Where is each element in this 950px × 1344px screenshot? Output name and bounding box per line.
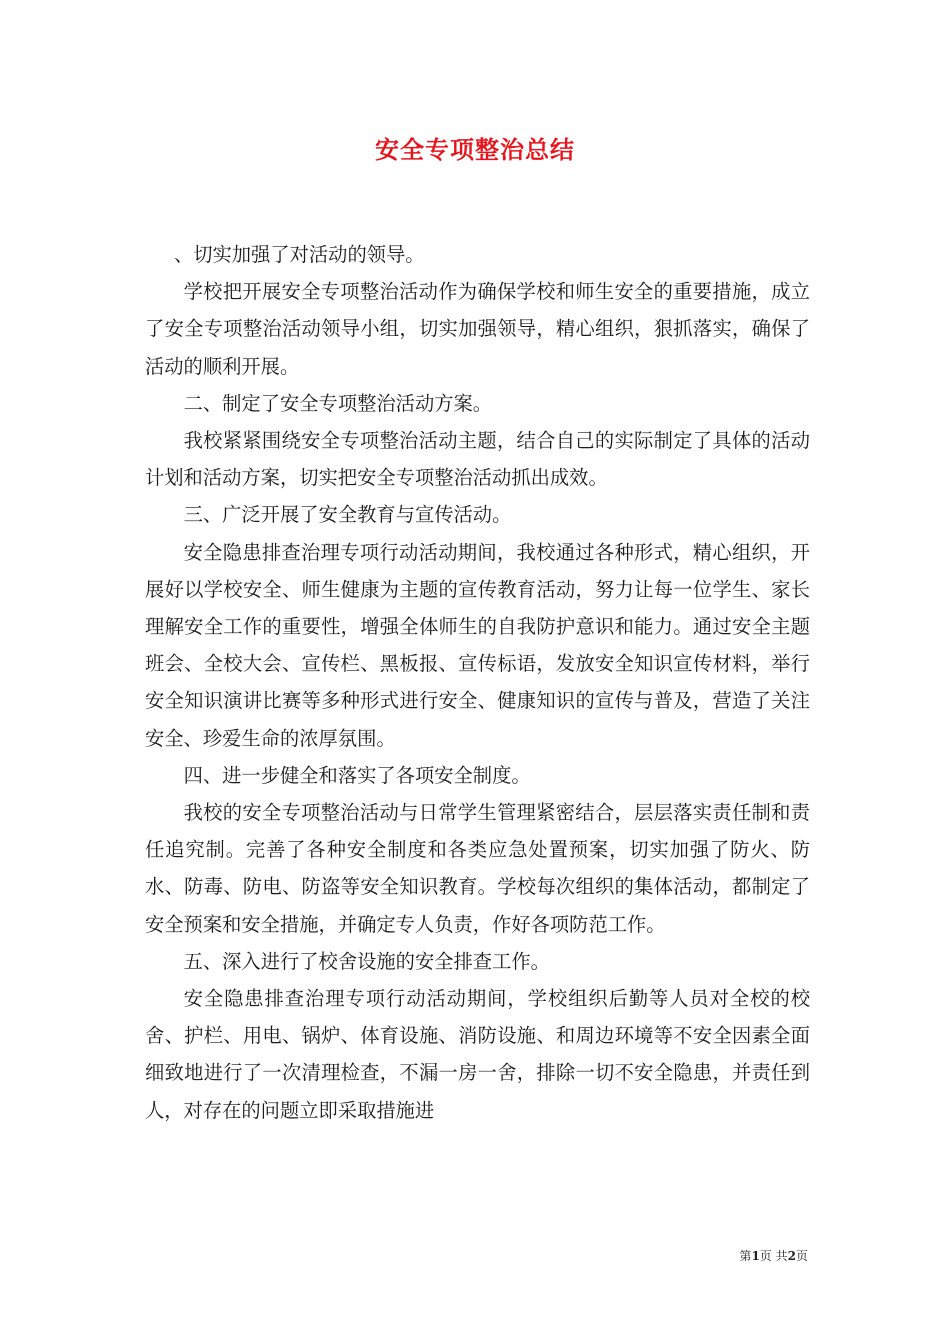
paragraph-3: 二、制定了安全专项整治活动方案。 bbox=[183, 391, 493, 415]
paragraph-2: 学校把开展安全专项整治活动作为确保学校和师生安全的重要措施，成立了安全专项整治活动领导小组，切实加强领导，精心组织，狠抓落实，确保了活动的顺利开展。 bbox=[145, 280, 810, 378]
paragraph-4: 我校紧紧围绕安全专项整治活动主题，结合自己的实际制定了具体的活动计划和活动方案，切实把安全专项整治活动抓出成效。 bbox=[145, 429, 810, 490]
paragraph-6: 安全隐患排查治理专项行动活动期间，我校通过各种形式，精心组织，开展好以学校安全、师生健康为主题的宣传教育活动，努力让每一位学生、家长理解安全工作的重要性，增强全体师生的自我防护意识和能力。通过安全主题班会、全校大会、宣传栏、黑板报、宣传标语，发放安全知识宣传材料，举行安全知识演讲比赛等多种形式进行安全、健康知识的宣传与普及，营造了关注安全、珍爱生命的浓厚氛围。 bbox=[145, 540, 810, 750]
footer-prefix: 第 bbox=[739, 1249, 752, 1263]
footer-suffix: 页 bbox=[795, 1249, 808, 1263]
page-title: 安全专项整治总结 bbox=[375, 135, 575, 164]
paragraph-9: 五、深入进行了校舍设施的安全排查工作。 bbox=[183, 949, 550, 973]
page-number-footer bbox=[704, 1248, 808, 1264]
paragraph-7: 四、进一步健全和落实了各项安全制度。 bbox=[183, 763, 531, 787]
footer-middle: 页 共 bbox=[759, 1249, 788, 1263]
paragraph-8: 我校的安全专项整治活动与日常学生管理紧密结合，层层落实责任制和责任追究制。完善了各种安全制度和各类应急处置预案，切实加强了防火、防水、防毒、防电、防盗等安全知识教育。学校每次组织的集体活动，都制定了安全预案和安全措施，并确定专人负责，作好各项防范工作。 bbox=[145, 801, 810, 936]
total-page-number: 2 bbox=[787, 1249, 796, 1263]
paragraph-10: 安全隐患排查治理专项行动活动期间，学校组织后勤等人员对全校的校舍、护栏、用电、锅炉、体育设施、消防设施、和周边环境等不安全因素全面细致地进行了一次清理检查，不漏一房一舍，排除一切不安全隐患，并责任到人，对存在的问题立即采取措施进 bbox=[145, 987, 810, 1122]
current-page-number: 1 bbox=[751, 1249, 760, 1263]
document-body bbox=[145, 236, 810, 1129]
paragraph-5: 三、广泛开展了安全教育与宣传活动。 bbox=[183, 503, 512, 527]
paragraph-1: 、切实加强了对活动的领导。 bbox=[173, 243, 425, 266]
